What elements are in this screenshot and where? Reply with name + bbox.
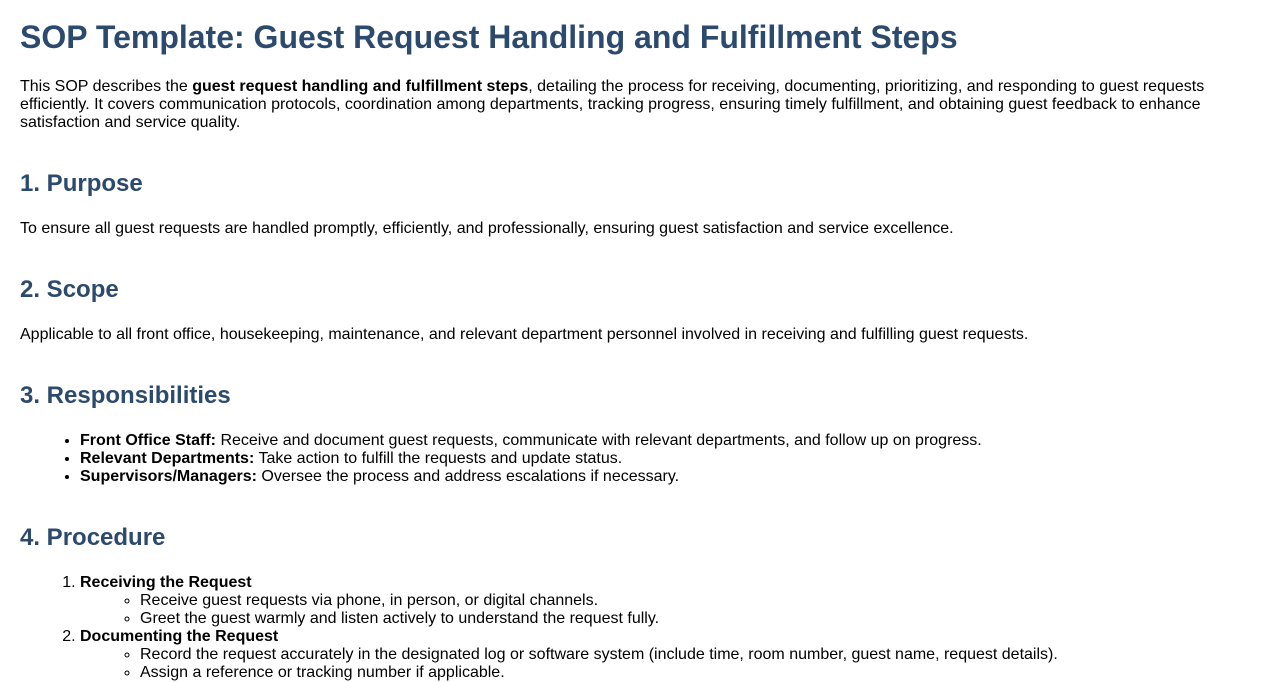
role-text: Receive and document guest requests, communicate with relevant departments, and follow up on progress. <box>216 432 982 449</box>
substep-list <box>80 592 1243 628</box>
procedure-list <box>20 574 1243 682</box>
step-title: Documenting the Request <box>80 628 279 645</box>
purpose-text: To ensure all guest requests are handled promptly, efficiently, and professionally, ensuring guest satisfaction and service excellence. <box>20 220 954 237</box>
intro-rest: , detailing the process for receiving, documenting, prioritizing, and responding to guest requests efficiently. It covers communication protocols, coordination among departments, tracking progress, ensuring timely fulfillment, and obtaining guest feedback to enhance satisfaction and service quality. <box>20 78 1205 131</box>
list-item: ◦ Assign a reference or tracking number if applicable. <box>140 664 1243 682</box>
role-label: Relevant Departments: <box>80 450 255 467</box>
list-item: ◦ Record the request accurately in the designated log or software system (include time, room number, guest name, request details). <box>140 646 1243 664</box>
scope-heading: 2. Scope <box>20 276 119 303</box>
role-text: Oversee the process and address escalations if necessary. <box>256 468 680 485</box>
role-text: Take action to fulfill the requests and update status. <box>254 450 623 467</box>
page-title: SOP Template: Guest Request Handling and Fulfillment Steps <box>20 19 958 55</box>
step-title: Receiving the Request <box>80 574 252 591</box>
procedure-step <box>80 574 1243 628</box>
list-item: ◦ Receive guest requests via phone, in person, or digital channels. <box>140 592 1243 610</box>
list-item <box>80 468 1243 486</box>
procedure-step <box>80 628 1243 682</box>
scope-text: Applicable to all front office, housekeeping, maintenance, and relevant department personnel involved in receiving and fulfilling guest requests. <box>20 326 1029 343</box>
responsibilities-heading: 3. Responsibilities <box>20 382 231 409</box>
substep-list <box>80 646 1243 682</box>
intro-bold: guest request handling and fulfillment steps <box>192 78 529 95</box>
list-item: ◦ Greet the guest warmly and listen actively to understand the request fully. <box>140 610 1243 628</box>
responsibilities-list <box>20 432 1243 486</box>
role-label: Front Office Staff: <box>80 432 216 449</box>
intro-paragraph <box>20 78 1243 132</box>
list-item <box>80 432 1243 450</box>
intro-lead: This SOP describes the <box>20 78 193 95</box>
list-item <box>80 450 1243 468</box>
purpose-heading: 1. Purpose <box>20 170 143 197</box>
role-label: Supervisors/Managers: <box>80 468 257 485</box>
procedure-heading: 4. Procedure <box>20 524 166 551</box>
